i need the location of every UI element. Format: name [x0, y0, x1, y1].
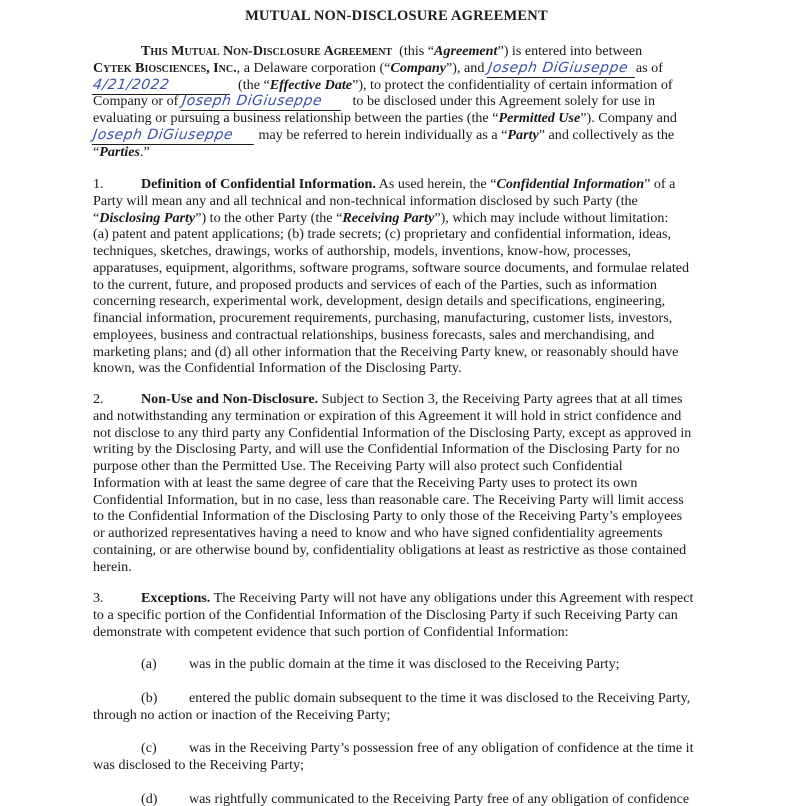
- s2-line-2: and notwithstanding any termination or expiration of this Agreement it will hold in strict confidence and: [93, 407, 682, 424]
- s2-line-4: writing by the Disclosing Party, and will use the Confidential Information of the Disclosing Party for no: [93, 441, 680, 458]
- s1-line-1: 1. Definition of Confidential Information. As used herein, the “Confidential Information” of a: [93, 176, 676, 192]
- exception-d: [93, 791, 718, 806]
- section-heading: Non-Use and Non-Disclosure.: [141, 391, 319, 407]
- s3-line-1: 3. Exceptions. The Receiving Party will not have any obligations under this Agreement with respect: [93, 590, 694, 606]
- intro-line-4: Company or of Joseph DiGiuseppe to be disclosed under this Agreement solely for use in: [93, 93, 656, 110]
- defined-term-agreement: Agreement: [434, 43, 498, 59]
- s1-line-6: apparatuses, equipment, algorithms, software programs, software source documents, and formulae related: [93, 259, 690, 276]
- section-number: 3.: [93, 590, 104, 606]
- s1-line-3: “Disclosing Party”) to the other Party (the “Receiving Party”), which may include without limitation:: [93, 209, 669, 226]
- s1-line-9: financial information, procurement requirements, purchasing, manufacturing, customer lists, investors,: [93, 310, 673, 326]
- c-line-2: was disclosed to the Receiving Party;: [93, 756, 304, 773]
- section-number: 2.: [93, 391, 104, 407]
- section-2: [93, 391, 718, 575]
- intro-line-2: Cytek Biosciences, Inc., a Delaware corporation (“Company”), and Joseph DiGiuseppe as of: [93, 59, 663, 76]
- intro-paragraph: [93, 43, 718, 160]
- handwritten-effective-date: 4/21/2022: [92, 77, 232, 95]
- s2-line-7: Confidential Information, but in no case, less than reasonable care. The Receiving Party will limit access: [93, 491, 684, 508]
- document-title: MUTUAL NON-DISCLOSURE AGREEMENT: [245, 8, 548, 24]
- s2-line-11: herein.: [93, 558, 132, 575]
- section-3: [93, 590, 718, 640]
- s2-line-8: to the Confidential Information of the Disclosing Party to only those of the Receiving Party’s employees: [93, 508, 683, 525]
- company-name: Cytek Biosciences, Inc.: [93, 59, 237, 76]
- item-label: (a): [141, 656, 157, 672]
- s3-line-2: to a specific portion of the Confidential Information of the Disclosing Party if such Receiving Party can: [93, 606, 678, 623]
- intro-line-3: 4/21/2022 (the “Effective Date”), to protect the confidentiality of certain information of: [91, 76, 673, 93]
- exception-a: (a) was in the public domain at the time it was disclosed to the Receiving Party;: [141, 656, 620, 672]
- s1-line-10: employees, business and contractual relationships, business forecasts, sales and merchandising, and: [93, 326, 655, 343]
- intro-line-6: Joseph DiGiuseppe may be referred to herein individually as a “Party” and collectively as the: [91, 126, 675, 143]
- intro-line-1: This Mutual Non-Disclosure Agreement (this “Agreement”) is entered into between: [141, 43, 643, 59]
- s1-line-2: Party will mean any and all technical and non-technical information disclosed by such Party (the: [93, 192, 638, 209]
- section-heading: Exceptions.: [141, 590, 211, 606]
- agreement-name: This Mutual Non-Disclosure Agreement: [141, 43, 393, 59]
- intro-line-5: evaluating or pursuing a business relationship between the parties (the “Permitted Use”). Company and: [93, 110, 677, 126]
- d-line-1: (d) was rightfully communicated to the Receiving Party free of any obligation of confidence: [141, 791, 690, 806]
- s2-line-6: Information with at least the same degree of care that the Receiving Party uses to protect its own: [93, 474, 638, 491]
- item-label: (d): [141, 791, 158, 806]
- item-label: (c): [141, 740, 157, 756]
- s1-line-11: marketing plans; and (d) all other information that the Receiving Party knew, or reasonably should have: [93, 343, 679, 360]
- item-label: (b): [141, 690, 158, 706]
- s1-line-8: concerning research, experimental work, development, design details and specifications, engineering,: [93, 293, 666, 310]
- s1-line-12: known, was the Confidential Information of the Disclosing Party.: [93, 360, 462, 377]
- b-line-1: (b) entered the public domain subsequent to the time it was disclosed to the Receiving Party,: [141, 690, 691, 706]
- s1-line-5: techniques, sketches, drawings, works of authorship, models, inventions, know-how, processes,: [93, 243, 632, 259]
- s2-line-1: 2. Non-Use and Non-Disclosure. Subject to Section 3, the Receiving Party agrees that at all times: [93, 391, 683, 407]
- intro-line-7: “Parties.”: [93, 143, 150, 160]
- s2-line-5: purpose other than the Permitted Use. The Receiving Party will also protect such Confidential: [93, 458, 623, 474]
- handwritten-party-name-2: Joseph DiGiuseppe: [181, 93, 343, 111]
- s2-line-10: containing, or are otherwise bound by, confidentiality obligations at least as restrictive as those contained: [93, 541, 687, 558]
- s1-line-7: to the current, future, and proposed products and services of each of the Parties, such as information: [93, 276, 657, 293]
- handwritten-party-name-3: Joseph DiGiuseppe: [92, 127, 256, 145]
- s2-line-9: or authorized representatives having a need to know and who have signed confidentiality agreements: [93, 525, 663, 541]
- section-heading: Definition of Confidential Information.: [141, 176, 376, 192]
- handwritten-party-name: Joseph DiGiuseppe: [487, 60, 637, 78]
- b-line-2: through no action or inaction of the Receiving Party;: [93, 706, 391, 723]
- section-1: [93, 176, 718, 377]
- s3-line-3: demonstrate with competent evidence that such portion of Confidential Information:: [93, 623, 569, 640]
- exception-c: [93, 740, 718, 774]
- s2-line-3: not disclose to any third party any Confidential Information of the Disclosing Party, except as approved in: [93, 424, 692, 441]
- c-line-1: (c) was in the Receiving Party’s possession free of any obligation of confidence at the time it: [141, 740, 694, 756]
- s1-line-4: (a) patent and patent applications; (b) trade secrets; (c) proprietary and confidential information, ideas,: [93, 226, 672, 243]
- exception-b: [93, 690, 718, 724]
- section-number: 1.: [93, 176, 104, 192]
